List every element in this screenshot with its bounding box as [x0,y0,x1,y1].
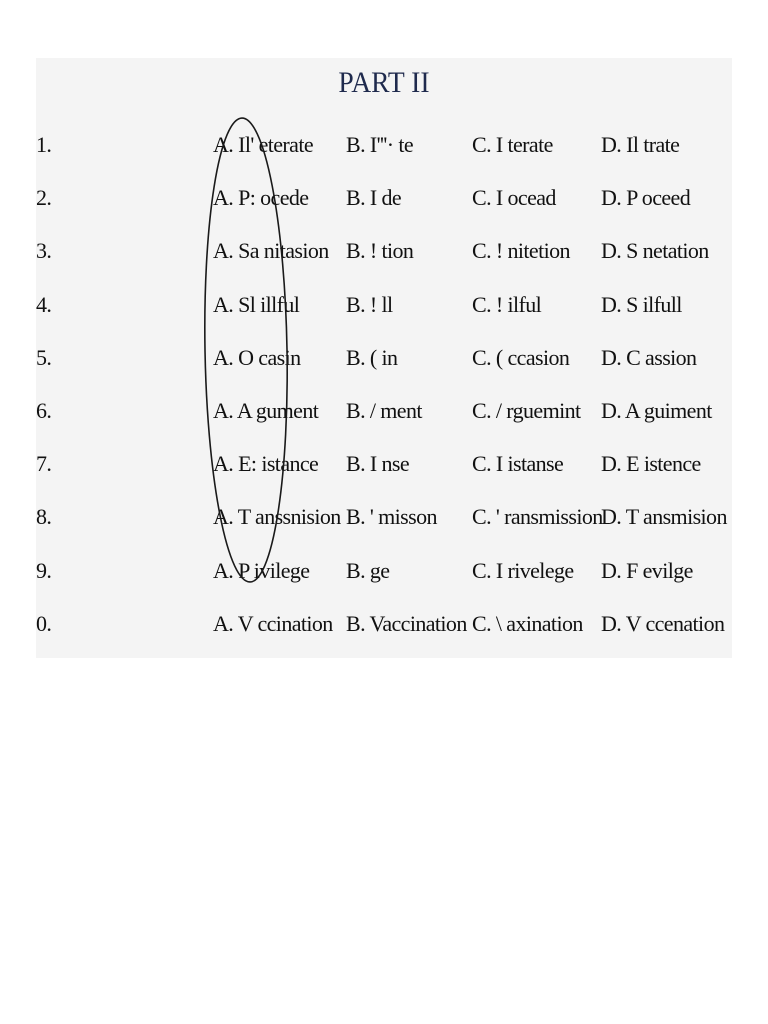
option-c: C. ( ccasion [472,344,570,370]
option-d: D. P oceed [601,185,691,211]
question-number: 2. [36,185,52,211]
option-b: B. / ment [346,397,422,423]
option-b: B. I nse [346,451,410,477]
option-c: C. I ocead [472,185,556,211]
question-number: 6. [36,397,52,423]
option-a: A. Sl illful [213,291,300,317]
question-list [0,122,768,654]
option-b: B. ! tion [346,238,414,264]
option-a: A. A gument [213,397,319,423]
question-row [0,548,768,601]
question-number: 0. [36,610,52,636]
question-row [0,175,768,228]
question-number: 5. [36,344,52,370]
question-row [0,228,768,281]
question-row [0,494,768,547]
option-c: C. / rguemint [472,397,581,423]
option-a: A. P ivilege [213,557,310,583]
option-b: B. ! ll [346,291,393,317]
option-d: D. S ilfull [601,291,682,317]
option-d: D. T ansmision [601,504,727,530]
option-a: A. T anssnision [213,504,341,530]
option-c: C. I rivelege [472,557,574,583]
option-b: B. ( in [346,344,398,370]
question-number: 8. [36,504,52,530]
question-number: 7. [36,451,52,477]
question-number: 9. [36,557,52,583]
option-c: C. ' ransmission [472,504,603,530]
question-row [0,388,768,441]
option-c: C. ! ilful [472,291,542,317]
option-b: B. ' misson [346,504,437,530]
option-c: C. \ axination [472,610,583,636]
option-a: A. E: istance [213,451,319,477]
option-c: C. I istanse [472,451,564,477]
option-b: B. I de [346,185,402,211]
option-d: D. F evilge [601,557,693,583]
option-c: C. I terate [472,132,553,157]
question-row [0,601,768,654]
option-a: A. V ccination [213,610,333,636]
option-b: B. I'''· te [346,132,413,157]
option-d: D. V ccenation [601,610,725,636]
option-d: D. A guiment [601,397,712,423]
option-d: D. Il trate [601,132,680,157]
question-number: 3. [36,238,52,264]
option-b: B. ge [346,557,390,583]
option-a: A. Il' eterate [213,132,313,157]
question-number: 4. [36,291,52,317]
option-a: A. P: ocede [213,185,309,211]
option-d: D. S netation [601,238,709,264]
option-c: C. ! nitetion [472,238,570,264]
option-a: A. Sa nitasion [213,238,329,264]
question-number: 1. [36,132,52,157]
question-row [0,335,768,388]
question-row [0,282,768,335]
option-b: B. Vaccination [346,610,467,636]
question-row [0,441,768,494]
option-a: A. O casin [213,344,301,370]
question-row [0,122,768,175]
option-d: D. E istence [601,451,701,477]
option-d: D. C assion [601,344,697,370]
page-title: PART II [338,66,430,99]
